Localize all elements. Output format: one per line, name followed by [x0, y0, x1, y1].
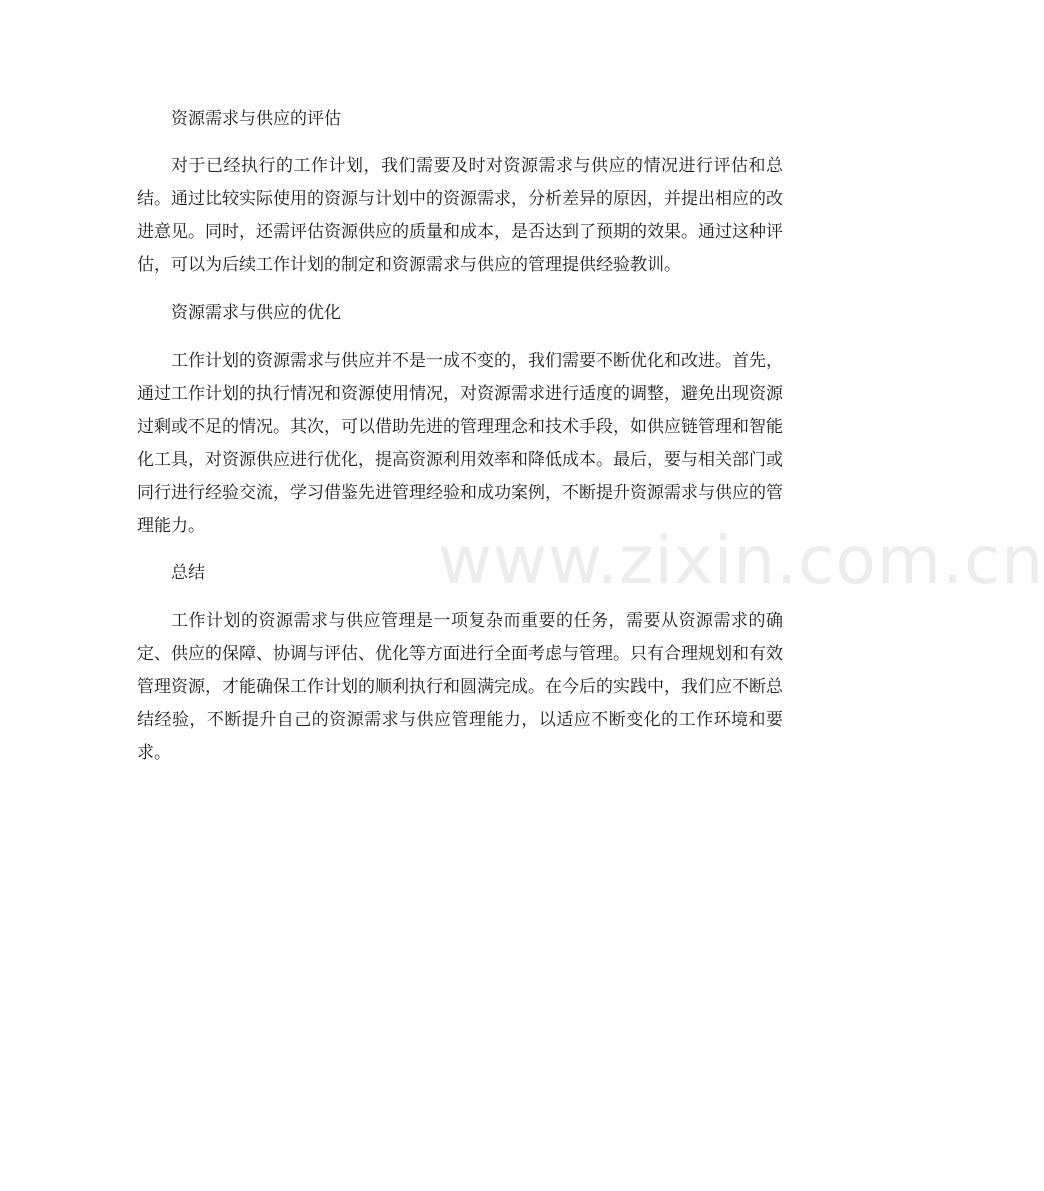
watermark-text: www.zixin.com.cn: [438, 522, 1044, 599]
section-heading-summary: 总结: [171, 563, 205, 583]
section-heading-evaluation: 资源需求与供应的评估: [171, 109, 341, 129]
section-paragraph-evaluation: 对于已经执行的工作计划，我们需要及时对资源需求与供应的情况进行评估和总结。通过比较实际使用的资源与计划中的资源需求，分析差异的原因，并提出相应的改进意见。同时，还需评估资源供应的质量和成本，是否达到了预期的效果。通过这种评估，可以为后续工作计划的制定和资源需求与供应的管理提供经验教训。: [137, 156, 783, 275]
section-paragraph-summary: 工作计划的资源需求与供应管理是一项复杂而重要的任务，需要从资源需求的确定、供应的保障、协调与评估、优化等方面进行全面考虑与管理。只有合理规划和有效管理资源，才能确保工作计划的顺利执行和圆满完成。在今后的实践中，我们应不断总结经验，不断提升自己的资源需求与供应管理能力，以适应不断变化的工作环境和要求。: [137, 611, 783, 763]
document-content: [137, 104, 783, 770]
section-paragraph-optimization: 工作计划的资源需求与供应并不是一成不变的，我们需要不断优化和改进。首先，通过工作计划的执行情况和资源使用情况，对资源需求进行适度的调整，避免出现资源过剩或不足的情况。其次，可以借助先进的管理理念和技术手段，如供应链管理和智能化工具，对资源供应进行优化，提高资源利用效率和降低成本。最后，要与相关部门或同行进行经验交流，学习借鉴先进管理经验和成功案例，不断提升资源需求与供应的管理能力。: [137, 351, 783, 536]
section-heading-optimization: 资源需求与供应的优化: [171, 303, 341, 323]
